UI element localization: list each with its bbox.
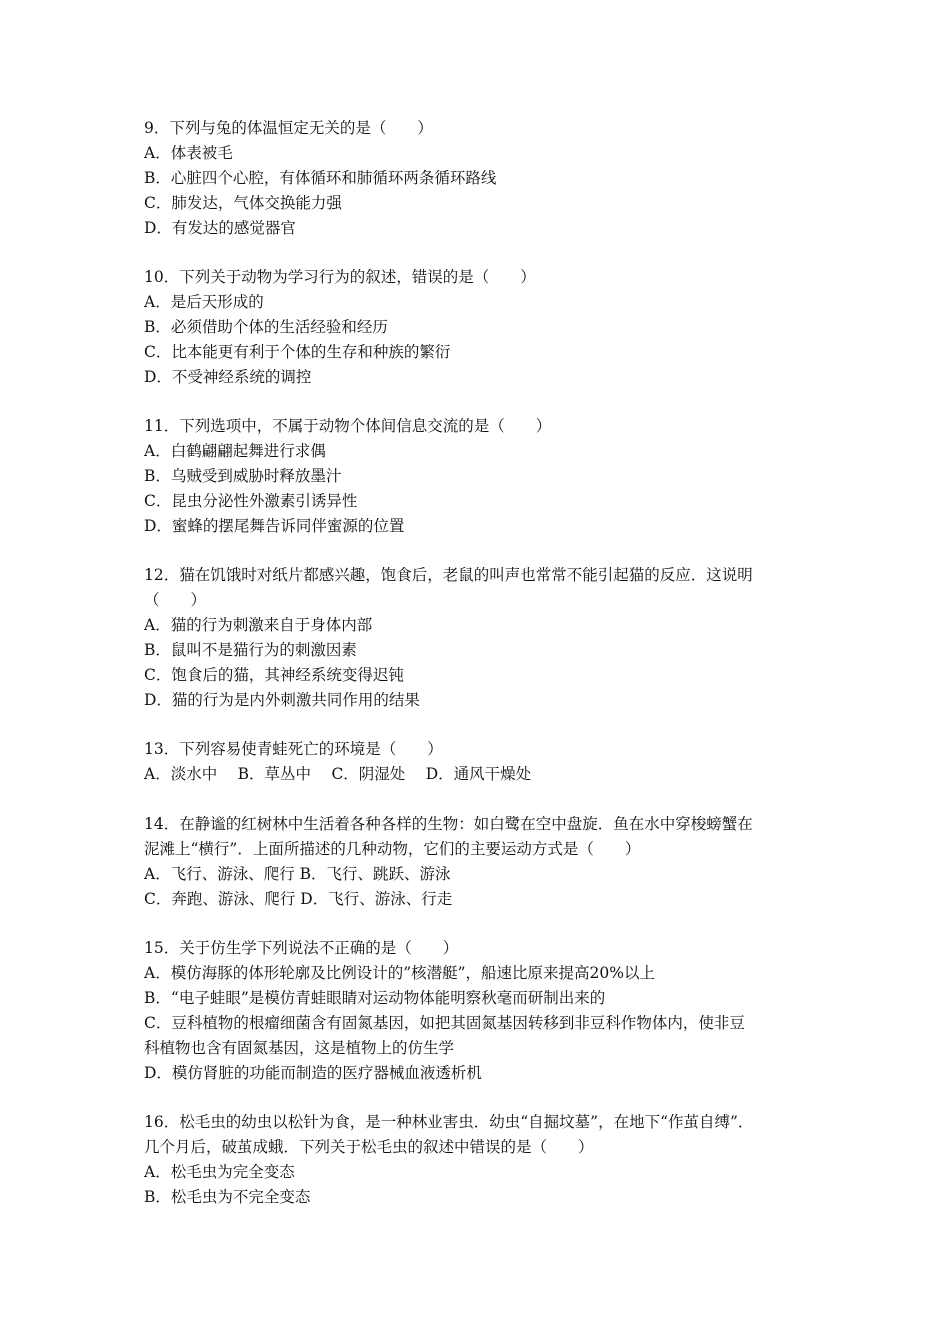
question-15-option-b: B．“电子蛙眼”是模仿青蛙眼睛对运动物体能明察秋毫而研制出来的 xyxy=(144,989,606,1007)
question-12-option-b: B．鼠叫不是猫行为的刺激因素 xyxy=(144,641,357,659)
question-16-stem-cont: 几个月后，破茧成蛾．下列关于松毛虫的叙述中错误的是（ ） xyxy=(144,1138,594,1156)
question-12-stem-cont: （ ） xyxy=(144,591,207,609)
question-14-stem-cont: 泥滩上“横行”．上面所描述的几种动物，它们的主要运动方式是（ ） xyxy=(144,840,641,858)
question-10-option-a: A．是后天形成的 xyxy=(144,293,264,311)
question-16-option-a: A．松毛虫为完全变态 xyxy=(144,1163,295,1181)
question-16-stem: 16．松毛虫的幼虫以松针为食，是一种林业害虫．幼虫“自掘坟墓”，在地下“作茧自缚”． xyxy=(144,1113,754,1131)
question-11-stem: 11．下列选项中，不属于动物个体间信息交流的是（ ） xyxy=(144,417,552,435)
question-12-stem: 12．猫在饥饿时对纸片都感兴趣，饱食后，老鼠的叫声也常常不能引起猫的反应．这说明 xyxy=(144,566,753,584)
question-9-option-c: C．肺发达，气体交换能力强 xyxy=(144,194,342,212)
question-15-option-d: D．模仿肾脏的功能而制造的医疗器械血液透析机 xyxy=(144,1064,482,1082)
question-11-option-b: B．乌贼受到威胁时释放墨汁 xyxy=(144,467,342,485)
question-10-option-d: D．不受神经系统的调控 xyxy=(144,368,312,386)
question-13-stem: 13．下列容易使青蛙死亡的环境是（ ） xyxy=(144,740,443,758)
question-11-option-d: D．蜜蜂的摆尾舞告诉同伴蜜源的位置 xyxy=(144,517,405,535)
question-9-stem: 9．下列与兔的体温恒定无关的是（ ） xyxy=(144,119,433,137)
question-9-option-d: D．有发达的感觉器官 xyxy=(144,219,296,237)
question-9-option-b: B．心脏四个心腔，有体循环和肺循环两条循环路线 xyxy=(144,169,497,187)
question-14-options-cd: C．奔跑、游泳、爬行 D．飞行、游泳、行走 xyxy=(144,890,453,908)
question-15-option-c: C．豆科植物的根瘤细菌含有固氮基因，如把其固氮基因转移到非豆科作物体内，使非豆 xyxy=(144,1014,745,1032)
question-10-option-c: C．比本能更有利于个体的生存和种族的繁衍 xyxy=(144,343,451,361)
question-12-option-a: A．猫的行为刺激来自于身体内部 xyxy=(144,616,373,634)
question-10-option-b: B．必须借助个体的生活经验和经历 xyxy=(144,318,388,336)
question-9-option-a: A．体表被毛 xyxy=(144,144,233,162)
question-11-option-a: A．白鹤翩翩起舞进行求偶 xyxy=(144,442,326,460)
question-14-stem: 14．在静谧的红树林中生活着各种各样的生物：如白鹭在空中盘旋．鱼在水中穿梭螃蟹在 xyxy=(144,815,753,833)
question-10-stem: 10．下列关于动物为学习行为的叙述，错误的是（ ） xyxy=(144,268,536,286)
question-15-stem: 15．关于仿生学下列说法不正确的是（ ） xyxy=(144,939,459,957)
question-14-options-ab: A．飞行、游泳、爬行 B．飞行、跳跃、游泳 xyxy=(144,865,451,883)
question-13-options: A．淡水中 B．草丛中 C．阴湿处 D．通风干燥处 xyxy=(144,765,532,783)
question-12-option-d: D．猫的行为是内外刺激共同作用的结果 xyxy=(144,691,420,709)
question-16-option-b: B．松毛虫为不完全变态 xyxy=(144,1188,311,1206)
question-12-option-c: C．饱食后的猫，其神经系统变得迟钝 xyxy=(144,666,404,684)
question-15-option-c-cont: 科植物也含有固氮基因，这是植物上的仿生学 xyxy=(144,1039,455,1057)
question-15-option-a: A．模仿海豚的体形轮廓及比例设计的”核潜艇”，船速比原来提高20%以上 xyxy=(144,964,655,982)
question-11-option-c: C．昆虫分泌性外激素引诱异性 xyxy=(144,492,358,510)
